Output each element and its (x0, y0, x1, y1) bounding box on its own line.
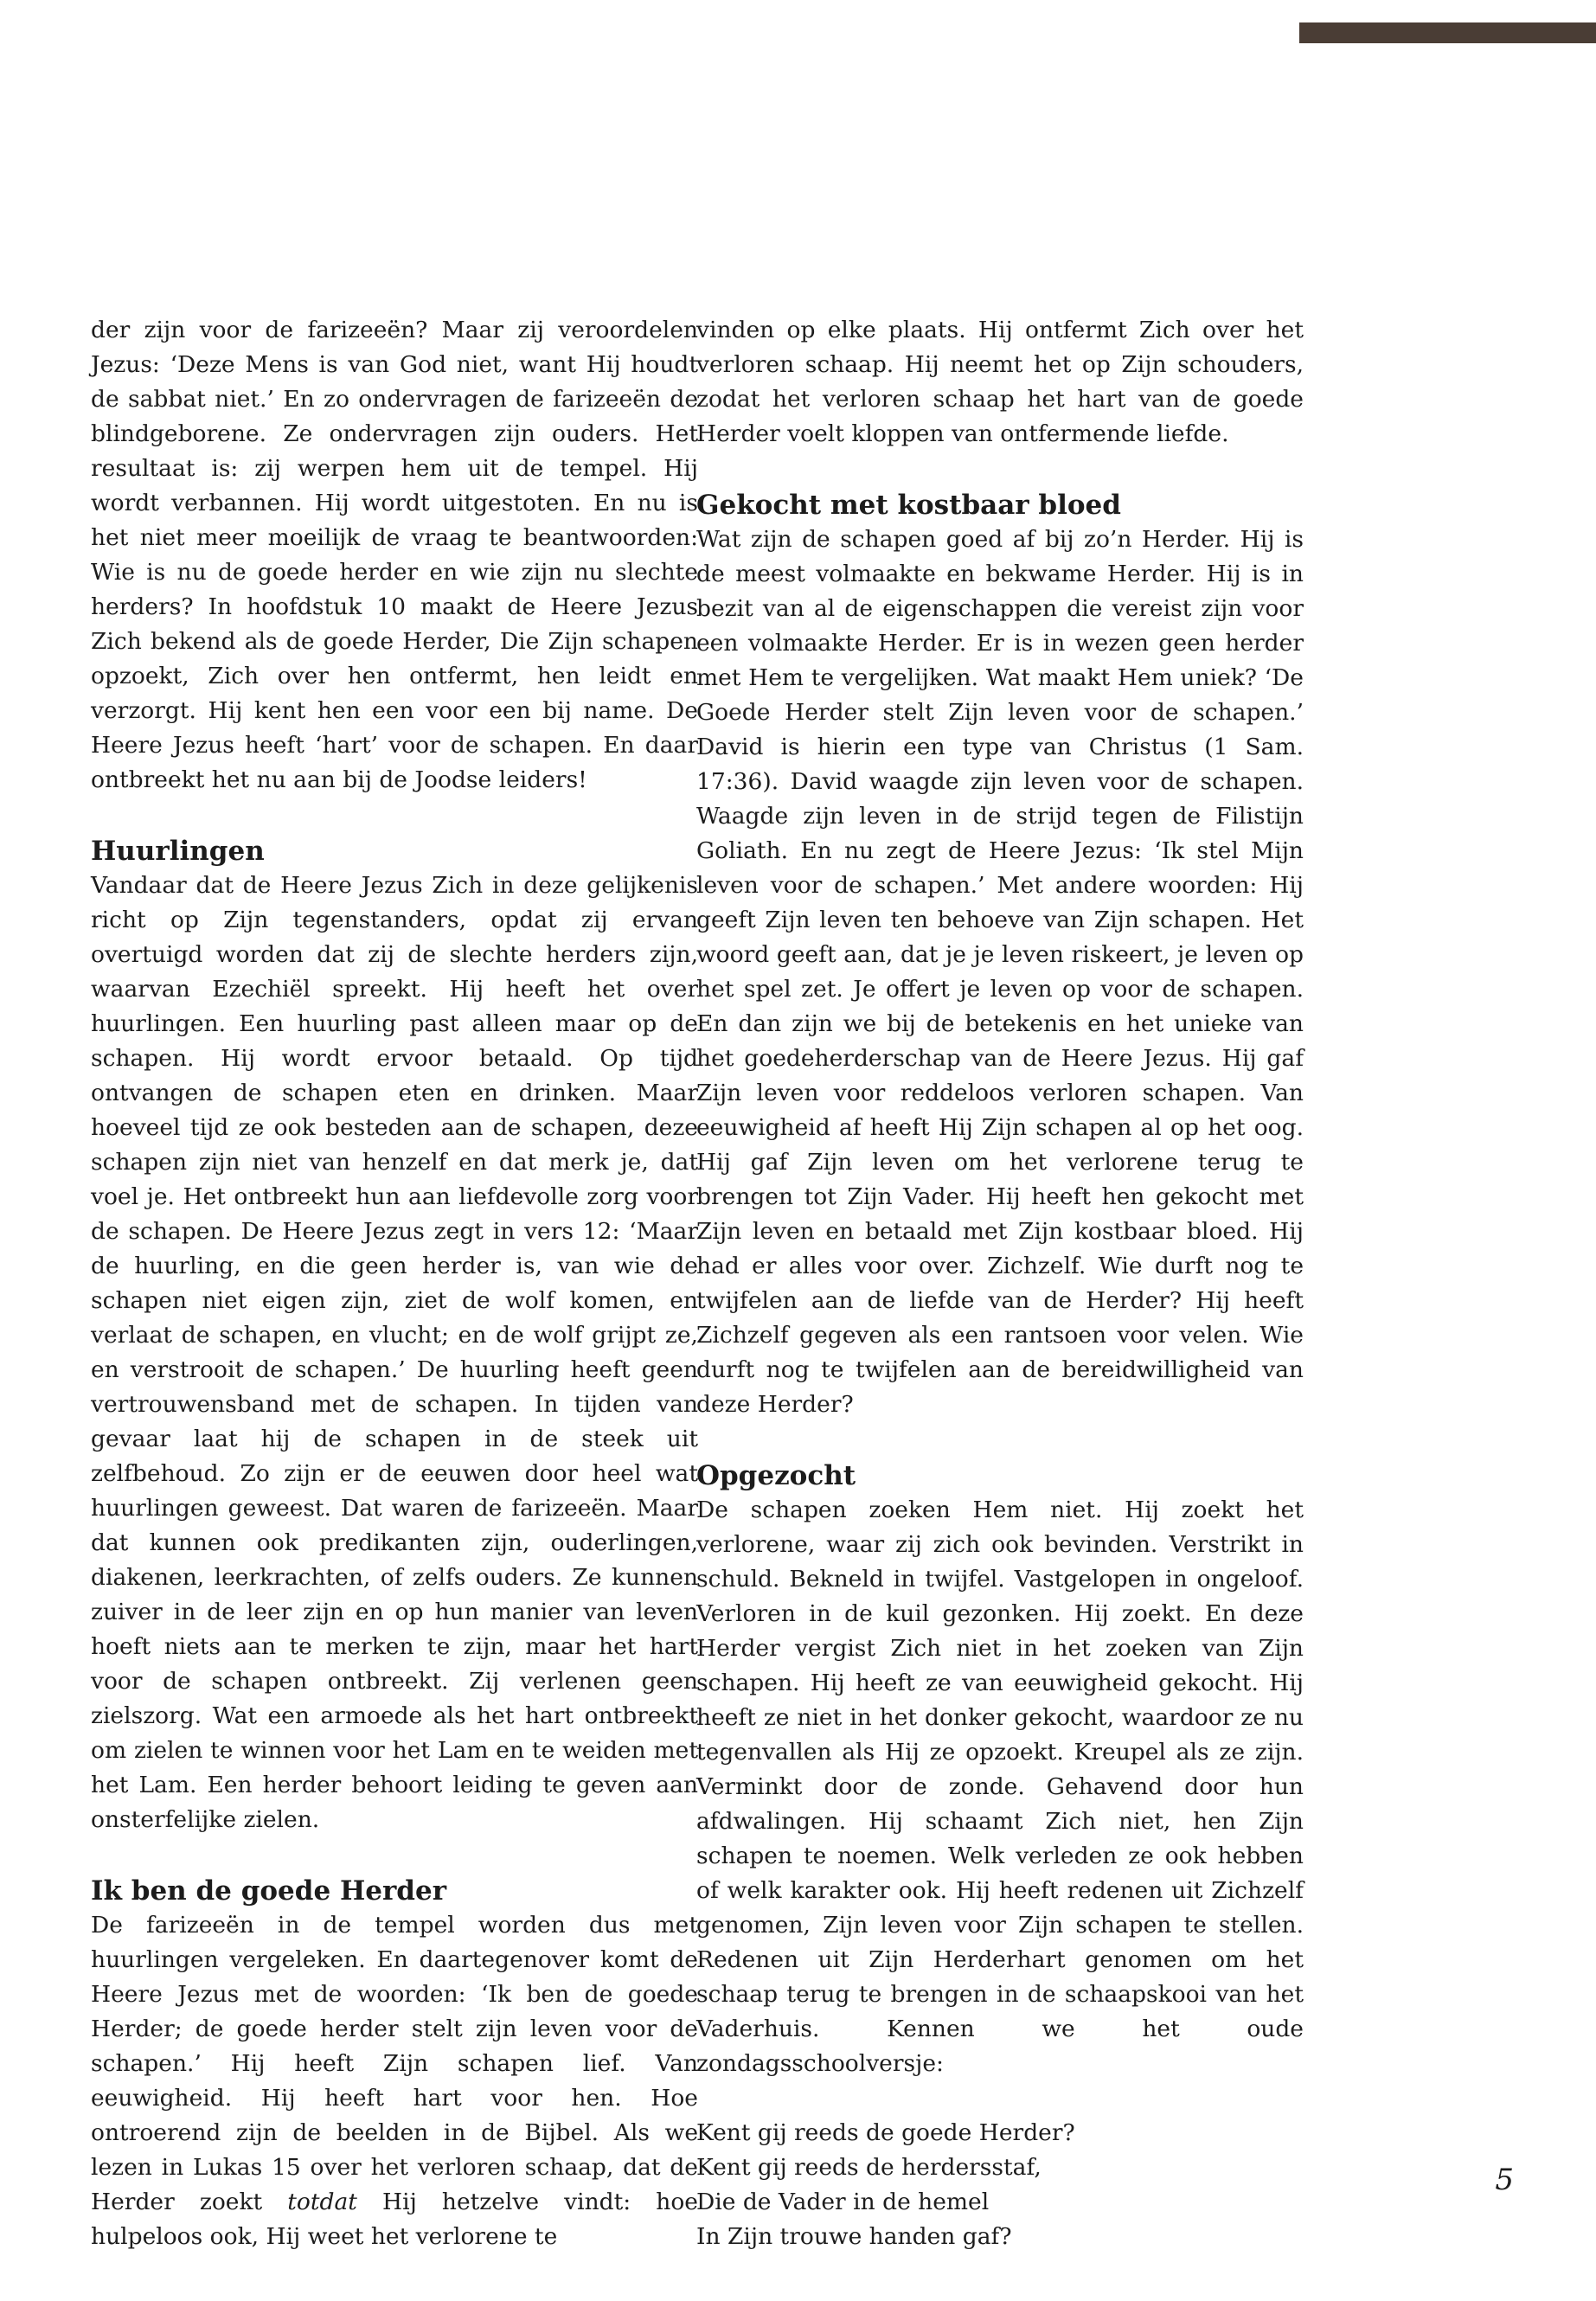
heading-opgezocht: Opgezocht (696, 1460, 856, 1491)
left-column (91, 313, 698, 2254)
verse-line: Die de Vader in de hemel (696, 2189, 990, 2215)
top-color-bar (1299, 22, 1596, 43)
paragraph-opgezocht: De schapen zoeken Hem niet. Hij zoekt het verlorene, waar zij zich ook bevinden. Verstrikt in schuld. Bekneld in twijfel. Vastgelopen in ongeloof. Verloren in de kuil gezonken. Hij zoekt. En deze Herder vergist Zich niet in het zoeken van Zijn schapen. Hij heeft ze van eeuwigheid gekocht. Hij heeft ze niet in het donker gekocht, waardoor ze nu tegenvallen als Hij ze opzoekt. Kreupel als ze zijn. Verminkt door de zonde. Gehavend door hun afdwalingen. Hij schaamt Zich niet, hen Zijn schapen te noemen. Welk verleden ze ook hebben of welk karakter ook. Hij heeft redenen uit Zichzelf genomen, Zijn leven voor Zijn schapen te stellen. Redenen uit Zijn Herderhart genomen om het schaap terug te brengen in de schaapskooi van het Vaderhuis. Kennen we het oude zondagsschoolversje: (696, 1497, 1304, 2077)
paragraph-huurlingen: Vandaar dat de Heere Jezus Zich in deze gelijkenis richt op Zijn tegenstanders, opdat zij ervan overtuigd worden dat zij de slechte herders zijn, waarvan Ezechiël spreekt. Hij heeft het over huurlingen. Een huurling past alleen maar op de schapen. Hij wordt ervoor betaald. Op tijd ontvangen de schapen eten en drinken. Maar hoeveel tijd ze ook besteden aan de schapen, deze schapen zijn niet van henzelf en dat merk je, dat voel je. Het ontbreekt hun aan liefdevolle zorg voor de schapen. De Heere Jezus zegt in vers 12: ‘Maar de huurling, en die geen herder is, van wie de schapen niet eigen zijn, ziet de wolf komen, en verlaat de schapen, en vlucht; en de wolf grijpt ze, en verstrooit de schapen.’ De huurling heeft geen vertrouwensband met de schapen. In tijden van gevaar laat hij de schapen in de steek uit zelfbehoud. Zo zijn er de eeuwen door heel wat huurlingen geweest. Dat waren de farizeeën. Maar dat kunnen ook predikanten zijn, ouderlingen, diakenen, leerkrachten, of zelfs ouders. Ze kunnen zuiver in de leer zijn en op hun manier van leven hoeft niets aan te merken te zijn, maar het hart voor de schapen ontbreekt. Zij verlenen geen zielszorg. Wat een armoede als het hart ontbreekt om zielen te winnen voor het Lam en te weiden met het Lam. Een herder behoort leiding te geven aan onsterfelijke zielen. (91, 872, 698, 1833)
paragraph-goede-herder-part-2: Hij hetzelve vindt: hoe hulpeloos ook, Hij weet het verlorene te (91, 2189, 698, 2250)
intro-paragraph: der zijn voor de farizeeën? Maar zij veroordelen Jezus: ‘Deze Mens is van God niet, want Hij houdt de sabbat niet.’ En zo ondervragen de farizeeën de blindgeborene. Ze ondervragen zijn ouders. Het resultaat is: zij werpen hem uit de tempel. Hij wordt verbannen. Hij wordt uitgestoten. En nu is het niet meer moeilijk de vraag te beantwoorden: Wie is nu de goede herder en wie zijn nu slechte herders? In hoofdstuk 10 maakt de Heere Jezus Zich bekend als de goede Herder, Die Zijn schapen opzoekt, Zich over hen ontfermt, hen leidt en verzorgt. Hij kent hen een voor een bij name. De Heere Jezus heeft ‘hart’ voor de schapen. En daar ontbreekt het nu aan bij de Joodse leiders! (91, 317, 698, 793)
verse (696, 2116, 1304, 2254)
paragraph-goede-herder-part-1: De farizeeën in de tempel worden dus met huurlingen vergeleken. En daartegenover komt de Heere Jezus met de woorden: ‘Ik ben de goede Herder; de goede herder stelt zijn leven voor de schapen.’ Hij heeft Zijn schapen lief. Van eeuwigheid. Hij heeft hart voor hen. Hoe ontroerend zijn de beelden in de Bijbel. Als we lezen in Lukas 15 over het verloren schaap, dat de Herder zoekt (91, 1912, 698, 2215)
paragraph-goede-herder (91, 1908, 698, 2254)
page-number: 5 (1495, 2163, 1514, 2197)
paragraph-gekocht: Wat zijn de schapen goed af bij zo’n Herder. Hij is de meest volmaakte en bekwame Herder. Hij is in bezit van al de eigenschappen die vereist zijn voor een volmaakte Herder. Er is in wezen geen herder met Hem te vergelijken. Wat maakt Hem uniek? ‘De Goede Herder stelt Zijn leven voor de schapen.’ David is hierin een type van Christus (1 Sam. 17:36). David waagde zijn leven voor de schapen. Waagde zijn leven in de strijd tegen de Filistijn Goliath. En nu zegt de Heere Jezus: ‘Ik stel Mijn leven voor de schapen.’ Met andere woorden: Hij geeft Zijn leven ten behoeve van Zijn schapen. Het woord geeft aan, dat je je leven riskeert, je leven op het spel zet. Je offert je leven op voor de schapen. En dan zijn we bij de betekenis en het unieke van het goedeherderschap van de Heere Jezus. Hij gaf Zijn leven voor reddeloos verloren schapen. Van eeuwigheid af heeft Hij Zijn schapen al op het oog. Hij gaf Zijn leven om het verlorene terug te brengen tot Zijn Vader. Hij heeft hen gekocht met Zijn leven en betaald met Zijn kostbaar bloed. Hij had er alles voor over. Zichzelf. Wie durft nog te twijfelen aan de liefde van de Herder? Hij heeft Zichzelf gegeven als een rantsoen voor velen. Wie durft nog te twijfelen aan de bereidwilligheid van deze Herder? (696, 526, 1304, 1418)
italic-word-totdat: totdat (287, 2189, 357, 2215)
right-column (696, 313, 1304, 2254)
continuation-paragraph: vinden op elke plaats. Hij ontfermt Zich over het verloren schaap. Hij neemt het op Zijn schouders, zodat het verloren schaap het hart van de goede Herder voelt kloppen van ontfermende liefde. (696, 317, 1304, 447)
verse-line: Kent gij reeds de herdersstaf, (696, 2154, 1042, 2181)
heading-huurlingen: Huurlingen (91, 836, 265, 867)
heading-goede-herder: Ik ben de goede Herder (91, 1875, 447, 1907)
verse-line: Kent gij reeds de goede Herder? (696, 2119, 1075, 2146)
verse-line: In Zijn trouwe handen gaf? (696, 2223, 1012, 2250)
heading-gekocht: Gekocht met kostbaar bloed (696, 490, 1121, 521)
